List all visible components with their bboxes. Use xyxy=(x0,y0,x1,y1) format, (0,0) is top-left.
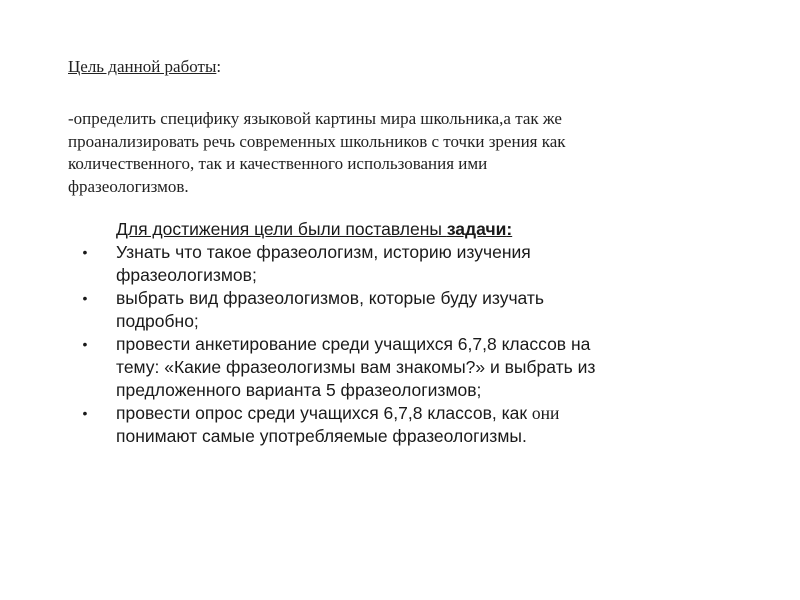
bullet-icon: • xyxy=(82,405,88,421)
tasks-heading-colon: : xyxy=(506,219,513,239)
task-line: подробно; xyxy=(116,311,199,331)
tasks-section xyxy=(80,218,700,448)
task-line: провести анкетирование среди учащихся 6,7,8 классов на xyxy=(116,334,591,354)
task-line xyxy=(116,402,700,425)
goal-line: количественного, так и качественного использования ими xyxy=(68,154,488,173)
task-line: тему: «Какие фразеологизмы вам знакомы?» и выбрать из xyxy=(116,357,596,377)
tasks-heading xyxy=(116,218,700,241)
bullet-icon: • xyxy=(82,244,88,260)
tasks-heading-text: Для достижения цели были поставлены xyxy=(116,219,447,239)
task-list xyxy=(80,241,700,448)
bullet-icon: • xyxy=(82,336,88,352)
task-line-part: провести опрос среди учащихся 6,7,8 классов, как xyxy=(116,403,532,423)
goal-heading xyxy=(68,56,221,78)
task-line: выбрать вид фразеологизмов, которые буду изучать xyxy=(116,288,545,308)
goal-heading-colon: : xyxy=(216,57,222,76)
goal-paragraph xyxy=(68,108,748,198)
task-line: понимают самые употребляемые фразеологизмы. xyxy=(116,426,527,446)
goal-line: проанализировать речь современных школьников с точки зрения как xyxy=(68,131,566,151)
goal-line: -определить специфику языковой картины мира школьника,а так же xyxy=(68,109,562,128)
goal-heading-label: Цель данной работы xyxy=(68,57,217,76)
goal-line: фразеологизмов. xyxy=(68,176,189,196)
list-item xyxy=(80,333,700,402)
task-line: фразеологизмов; xyxy=(116,265,257,285)
task-line: Узнать что такое фразеологизм, историю изучения xyxy=(116,242,531,262)
list-item xyxy=(80,241,700,287)
task-line: предложенного варианта 5 фразеологизмов; xyxy=(116,380,482,400)
list-item xyxy=(80,402,700,448)
tasks-heading-bold: задачи xyxy=(446,219,507,239)
list-item xyxy=(80,287,700,333)
task-line-part-serif: они xyxy=(531,403,560,423)
bullet-icon: • xyxy=(82,290,88,306)
